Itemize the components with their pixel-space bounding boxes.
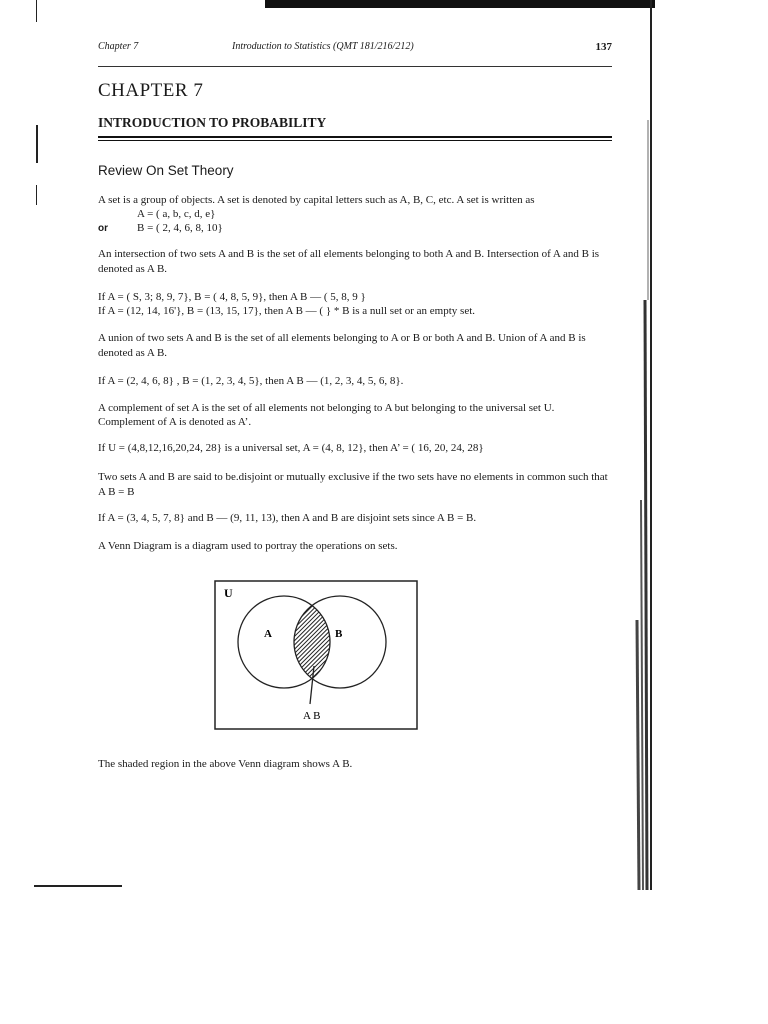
header-rule bbox=[98, 66, 612, 67]
intersection-definition: An intersection of two sets A and B is the set of all elements belonging to both A and B. Intersection of A and B is denoted as A B. bbox=[98, 248, 600, 275]
scan-top-bar bbox=[265, 0, 655, 8]
header-course: Introduction to Statistics (QMT 181/216/212) bbox=[232, 41, 414, 52]
left-margin-mark bbox=[36, 0, 37, 22]
set-example-b: B = ( 2, 4, 6, 8, 10} bbox=[137, 222, 223, 234]
page-number: 137 bbox=[595, 41, 612, 53]
title-rule-thin bbox=[98, 140, 612, 141]
intersection-label: A B bbox=[303, 710, 321, 722]
bottom-scan-line bbox=[34, 885, 122, 887]
complement-definition: A complement of set A is the set of all elements not belonging to A but belonging to the universal set U. bbox=[98, 402, 555, 414]
venn-diagram bbox=[210, 576, 425, 736]
title-rule-thick bbox=[98, 136, 612, 138]
chapter-subtitle: INTRODUCTION TO PROBABILITY bbox=[98, 115, 327, 130]
complement-example: If U = (4,8,12,16,20,24, 28} is a universal set, A = (4, 8, 12}, then A’ = ( 16, 20, 24, 28} bbox=[98, 442, 484, 454]
or-label: or bbox=[98, 223, 108, 234]
header-chapter: Chapter 7 bbox=[98, 41, 139, 52]
disjoint-example: If A = (3, 4, 5, 7, 8} and B — (9, 11, 13), then A and B are disjoint sets since A B = B. bbox=[98, 512, 477, 524]
disjoint-definition: Two sets A and B are said to be.disjoint or mutually exclusive if the two sets have no elements in common such that A B = B bbox=[98, 471, 608, 498]
running-header bbox=[98, 41, 612, 52]
chapter-title: CHAPTER 7 bbox=[98, 80, 204, 101]
complement-notation: Complement of A is denoted as A’. bbox=[98, 416, 252, 428]
section-heading: Review On Set Theory bbox=[98, 163, 234, 178]
venn-definition: A Venn Diagram is a diagram used to portray the operations on sets. bbox=[98, 540, 398, 552]
union-example: If A = (2, 4, 6, 8} , B = (1, 2, 3, 4, 5}, then A B — (1, 2, 3, 4, 5, 6, 8}. bbox=[98, 375, 404, 387]
intersection-example-1: If A = ( S, 3; 8, 9, 7}, B = ( 4, 8, 5, 9}, then A B — ( 5, 8, 9 } bbox=[98, 291, 366, 303]
set-definition: A set is a group of objects. A set is denoted by capital letters such as A, B, C, etc. A set is written as bbox=[98, 194, 535, 206]
union-definition: A union of two sets A and B is the set of all elements belonging to A or B or both A and B. Union of A and B is denoted as A B. bbox=[98, 332, 586, 359]
left-margin-mark bbox=[36, 185, 37, 205]
set-b-label: B bbox=[335, 628, 343, 640]
venn-caption: The shaded region in the above Venn diagram shows A B. bbox=[98, 758, 353, 770]
intersection-example-2: If A = (12, 14, 16'}, B = (13, 15, 17}, then A B — ( } * B is a null set or an empty set. bbox=[98, 305, 476, 317]
left-margin-mark bbox=[36, 125, 38, 163]
scan-right-edge bbox=[633, 0, 655, 890]
set-example-a: A = ( a, b, c, d, e} bbox=[137, 208, 216, 220]
universe-label: U bbox=[224, 586, 233, 600]
set-a-label: A bbox=[264, 628, 272, 640]
